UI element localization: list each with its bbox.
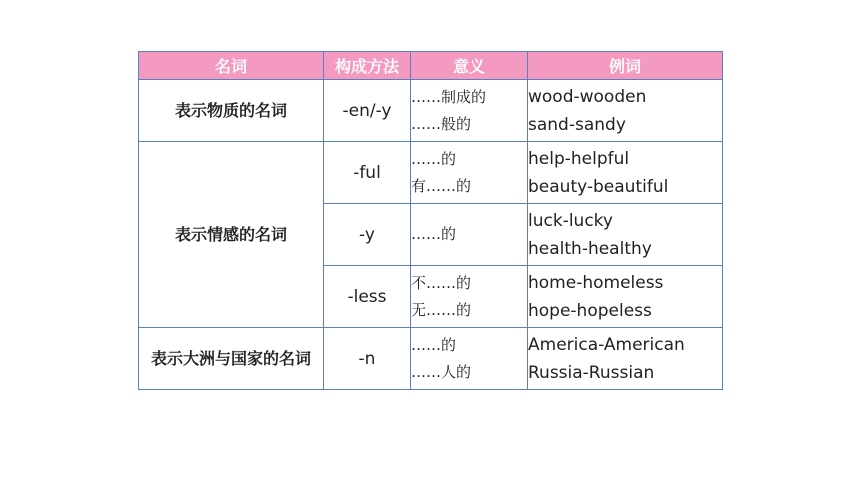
header-method: 构成方法 [324, 52, 411, 80]
header-row [139, 52, 723, 80]
meaning-line: ……的 [411, 335, 457, 354]
example-cell [528, 266, 723, 328]
example-word: wood-wooden [528, 86, 647, 107]
example-word: sand-sandy [528, 114, 626, 135]
meaning-line: ……人的 [411, 362, 472, 381]
method-cell: -en/-y [324, 80, 411, 142]
example-cell [528, 328, 723, 390]
meaning-line: ……般的 [411, 114, 472, 133]
meaning-cell [411, 204, 528, 266]
example-word: America-American [528, 334, 685, 355]
meaning-cell [411, 328, 528, 390]
example-word: hope-hopeless [528, 300, 652, 321]
example-cell [528, 80, 723, 142]
example-word: luck-lucky [528, 210, 613, 231]
table-row [139, 328, 723, 390]
method-cell: -n [324, 328, 411, 390]
meaning-line: 无……的 [411, 300, 472, 319]
table-row [139, 142, 723, 204]
category-material: 表示物质的名词 [139, 80, 324, 142]
example-word: help-helpful [528, 148, 630, 169]
example-word: beauty-beautiful [528, 176, 669, 197]
header-meaning: 意义 [411, 52, 528, 80]
noun-suffix-table [138, 51, 723, 390]
method-cell: -y [324, 204, 411, 266]
meaning-cell [411, 80, 528, 142]
meaning-line: 有……的 [411, 176, 472, 195]
example-word: home-homeless [528, 272, 664, 293]
meaning-line: ……制成的 [411, 87, 487, 106]
meaning-line: 不……的 [411, 273, 472, 292]
example-word: health-healthy [528, 238, 652, 259]
meaning-line: ……的 [411, 149, 457, 168]
header-noun: 名词 [139, 52, 324, 80]
example-cell [528, 142, 723, 204]
method-cell: -less [324, 266, 411, 328]
example-word: Russia-Russian [528, 362, 655, 383]
category-emotion: 表示情感的名词 [139, 142, 324, 328]
category-continent-country: 表示大洲与国家的名词 [139, 328, 324, 390]
meaning-line: ……的 [411, 225, 457, 243]
example-cell [528, 204, 723, 266]
meaning-cell [411, 142, 528, 204]
header-example: 例词 [528, 52, 723, 80]
meaning-cell [411, 266, 528, 328]
table-row [139, 80, 723, 142]
method-cell: -ful [324, 142, 411, 204]
